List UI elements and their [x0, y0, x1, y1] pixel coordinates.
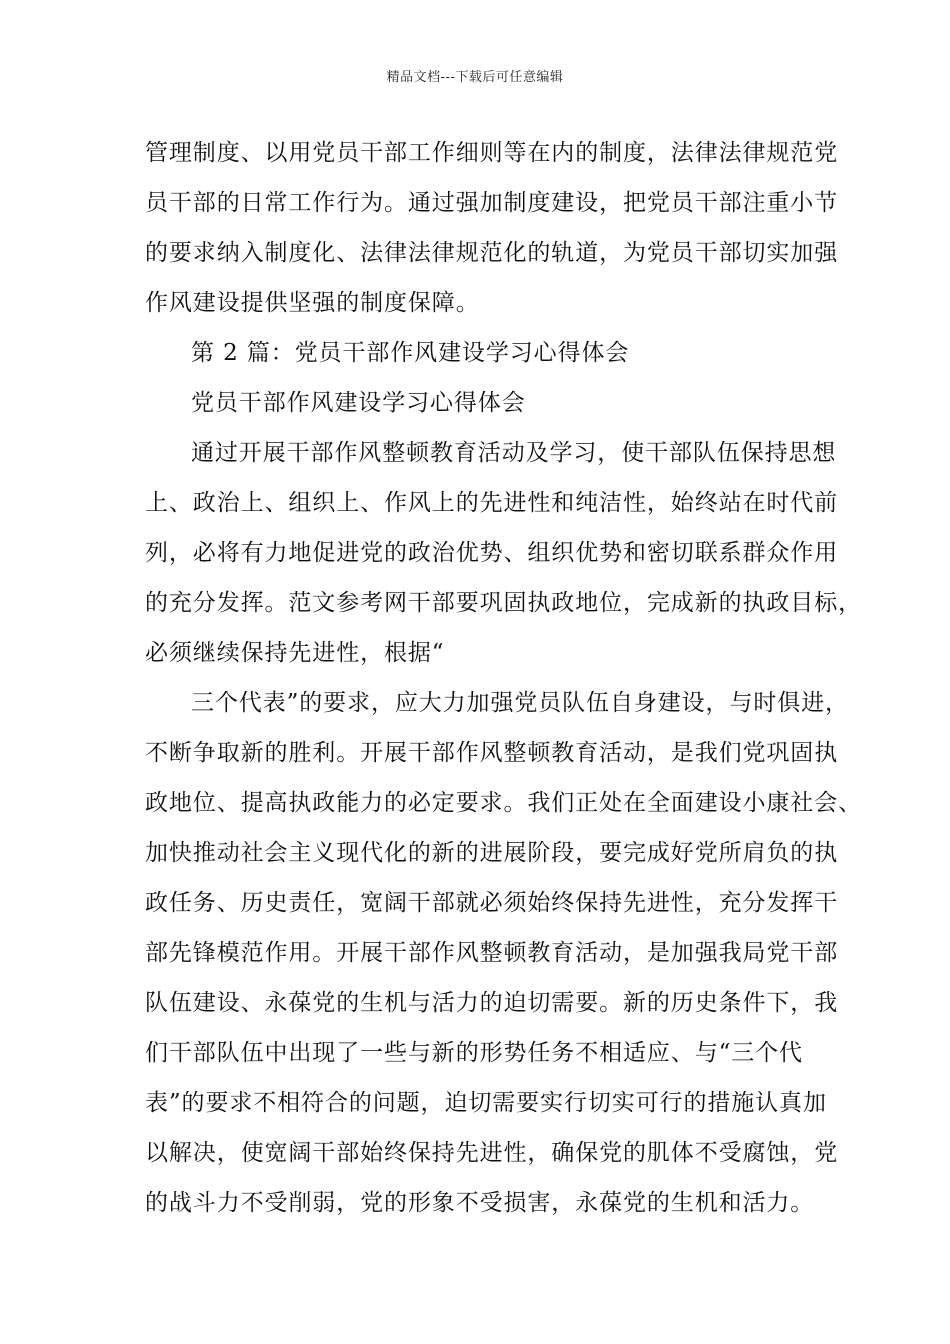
text-line: 通过开展干部作风整顿教育活动及学习，使干部队伍保持思想	[191, 440, 837, 466]
text-line: 以解决，使宽阔干部始终保持先进性，确保党的肌体不受腐蚀，党	[145, 1140, 839, 1166]
text-line: 员干部的日常工作行为。通过强加制度建设，把党员干部注重小节	[145, 190, 839, 216]
text-line: 的充分发挥。范文参考网干部要巩固执政地位，完成新的执政目标，	[145, 590, 862, 616]
document-body	[145, 128, 862, 1228]
text-line: 的要求纳入制度化、法律法律规范化的轨道，为党员干部切实加强	[145, 240, 839, 266]
text-line: 的战斗力不受削弱，党的形象不受损害，永葆党的生机和活力。	[145, 1190, 815, 1216]
text-line: 表”的要求不相符合的问题，迫切需要实行切实可行的措施认真加	[145, 1090, 827, 1116]
text-line: 作风建设提供坚强的制度保障。	[145, 290, 480, 316]
text-line: 队伍建设、永葆党的生机与活力的迫切需要。新的历史条件下，我	[145, 990, 839, 1016]
text-line: 三个代表”的要求，应大力加强党员队伍自身建设，与时俱进，	[191, 690, 849, 716]
text-line: 不断争取新的胜利。开展干部作风整顿教育活动，是我们党巩固执	[145, 740, 839, 766]
article-title: 党员干部作风建设学习心得体会	[191, 390, 526, 416]
text-line: 们干部队伍中出现了一些与新的形势任务不相适应、与“三个代	[145, 1040, 803, 1066]
text-line: 上、政治上、组织上、作风上的先进性和纯洁性，始终站在时代前	[145, 490, 839, 516]
text-line: 政任务、历史责任，宽阔干部就必须始终保持先进性，充分发挥干	[145, 890, 839, 916]
section-heading: 第 2 篇：党员干部作风建设学习心得体会	[191, 340, 630, 366]
page-header: 精品文档---下载后可任意编辑	[386, 70, 564, 85]
text-line: 部先锋模范作用。开展干部作风整顿教育活动，是加强我局党干部	[145, 940, 839, 966]
text-line: 加快推动社会主义现代化的新的进展阶段，要完成好党所肩负的执	[145, 840, 839, 866]
text-line: 列，必将有力地促进党的政治优势、组织优势和密切联系群众作用	[145, 540, 839, 566]
text-line: 管理制度、以用党员干部工作细则等在内的制度，法律法律规范党	[145, 140, 839, 166]
text-line: 必须继续保持先进性，根据“	[145, 640, 445, 666]
text-line: 政地位、提高执政能力的必定要求。我们正处在全面建设小康社会、	[145, 790, 862, 816]
